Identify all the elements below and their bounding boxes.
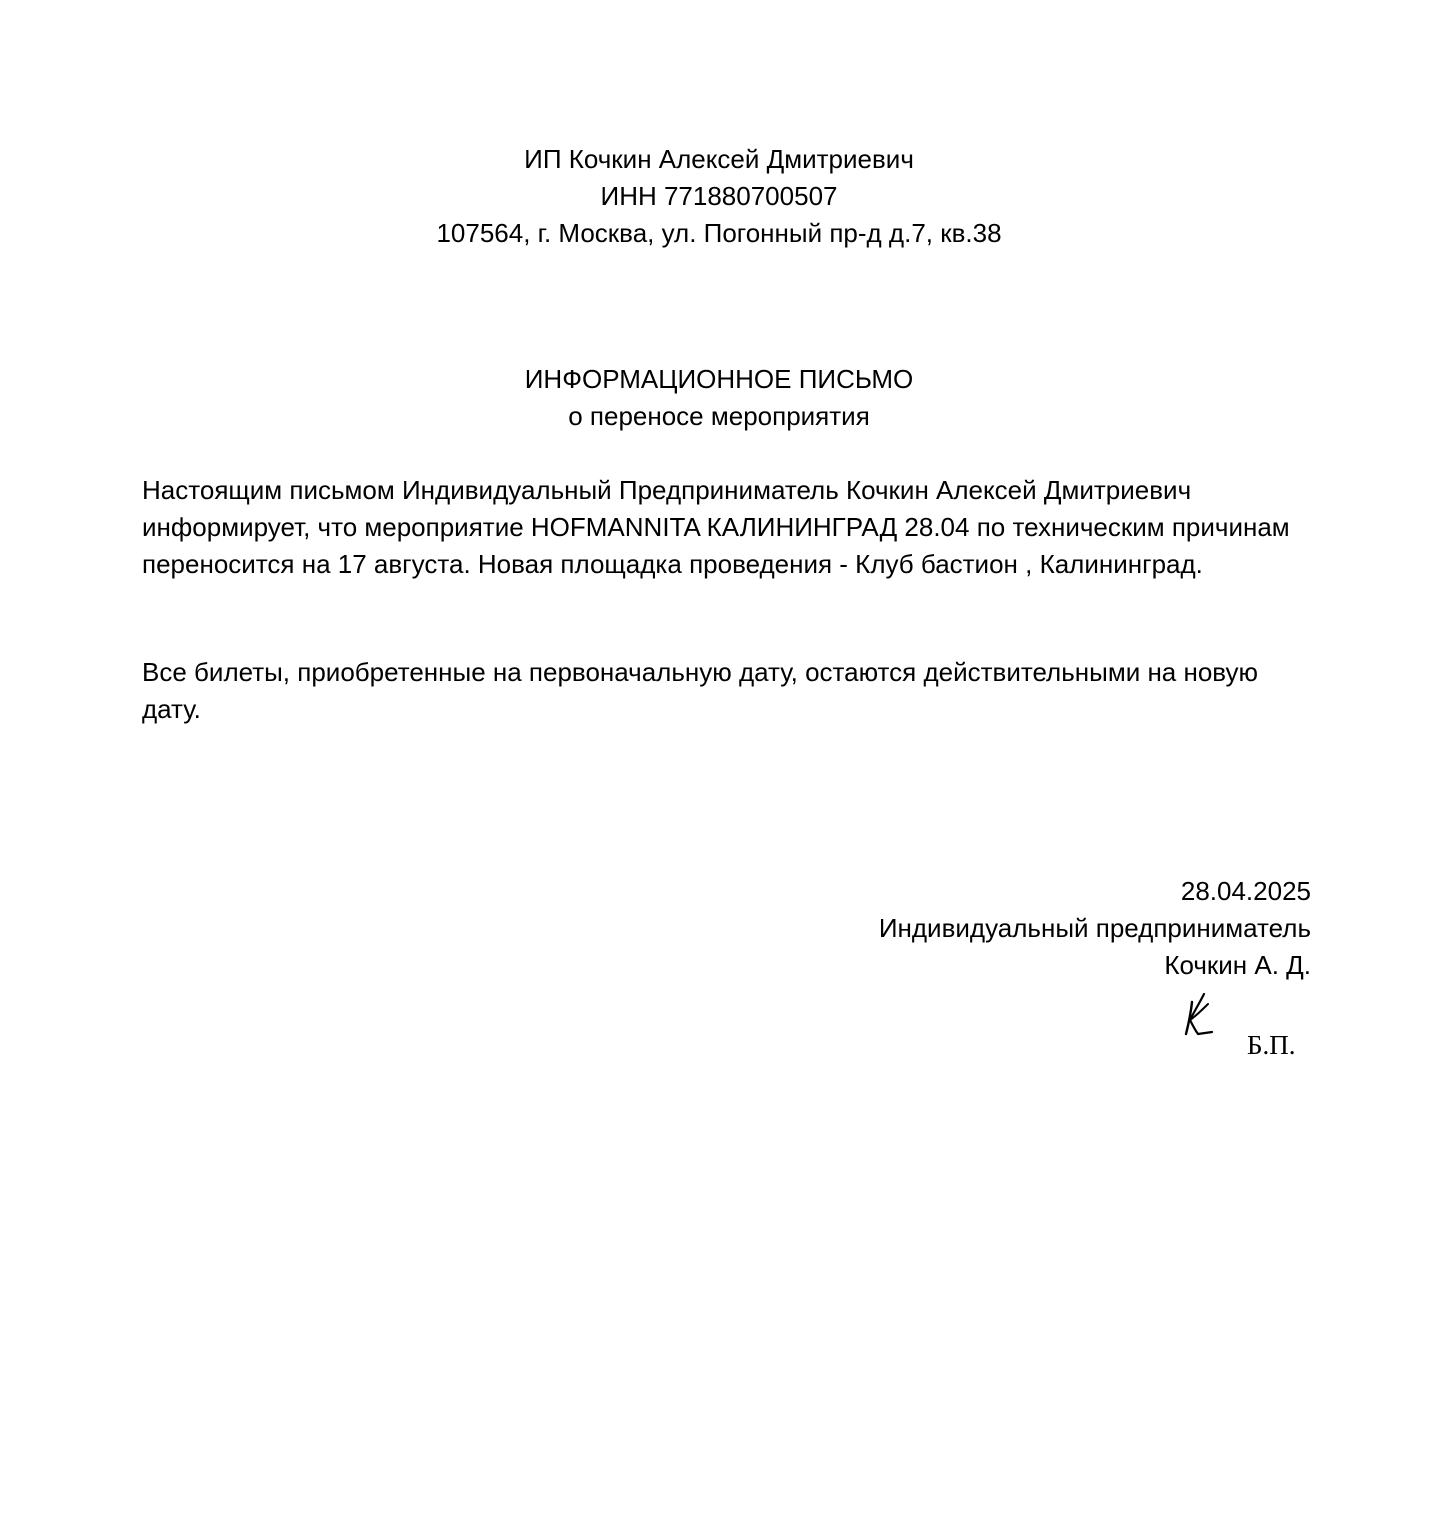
letter-paragraph-2: Все билеты, приобретенные на первоначальную дату, остаются действительными на новую дату. [142,657,1259,724]
letter-title: ИНФОРМАЦИОННОЕ ПИСЬМО [524,364,914,394]
signer-name: Кочкин А. Д. [1164,950,1311,980]
letter-paragraph-1: Настоящим письмом Индивидуальный Предприниматель Кочкин Алексей Дмитриевич информирует, что мероприятие HOFMANNITA КАЛИНИНГРАД 28.04 по техническим причинам переносится на 17 августа. Новая площадка проведения - Клуб бастион , Калининград. [142,475,1290,579]
letterhead [0,141,1438,252]
letter-title-block [0,361,1438,435]
signer-position: Индивидуальный предприниматель [878,913,1311,943]
initials-mark: Б.П. [1247,1030,1296,1060]
signature-block [879,873,1311,984]
letter-subtitle: о переносе мероприятия [568,401,870,431]
address: 107564, г. Москва, ул. Погонный пр-д д.7, кв.38 [436,218,1002,248]
entrepreneur-name: ИП Кочкин Алексей Дмитриевич [524,144,914,174]
letter-date: 28.04.2025 [1180,876,1311,906]
inn-number: ИНН 771880700507 [600,181,838,211]
handwritten-signature-icon [1178,990,1228,1040]
